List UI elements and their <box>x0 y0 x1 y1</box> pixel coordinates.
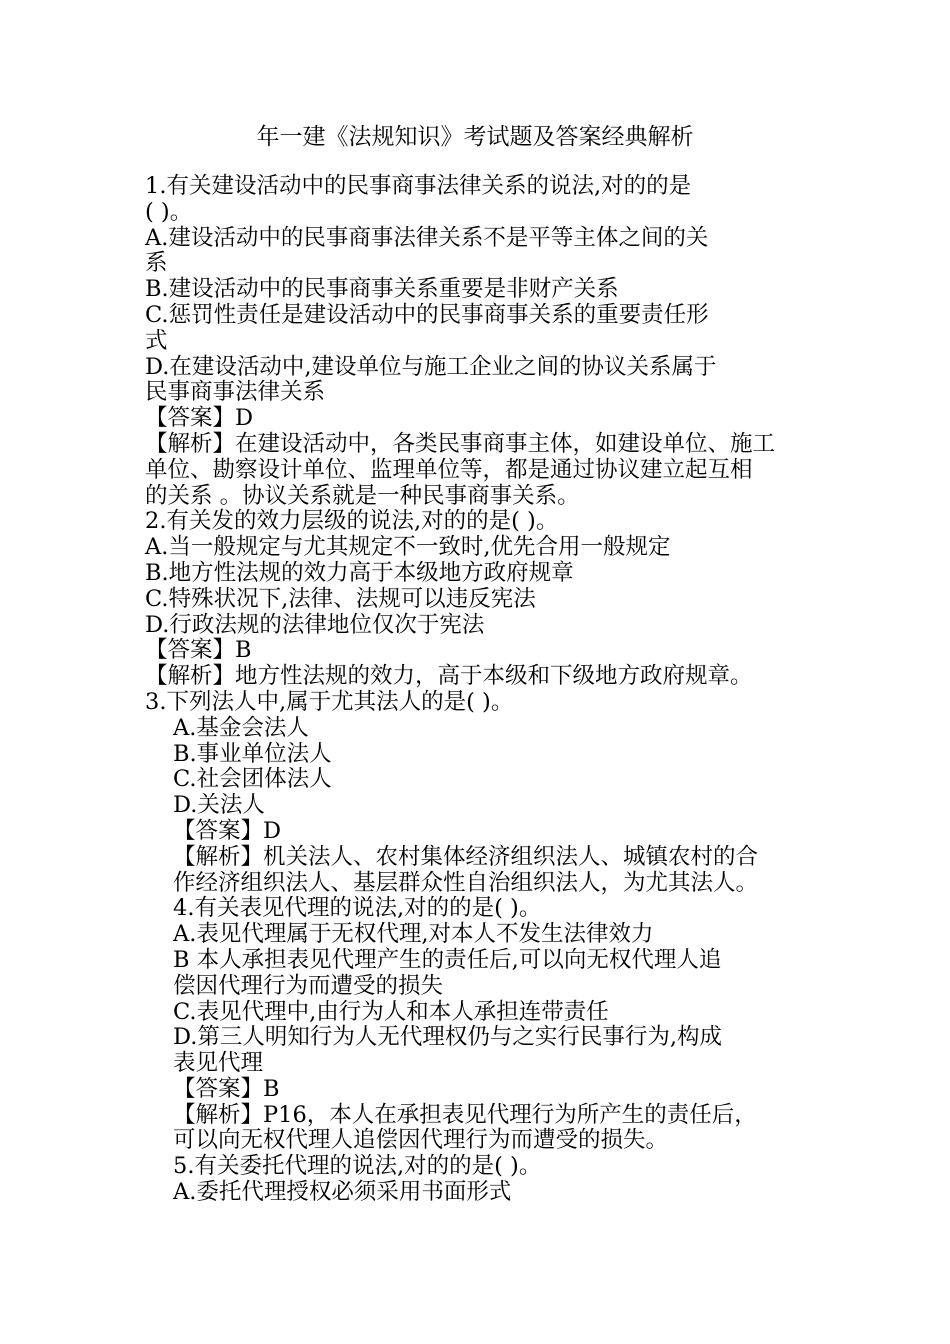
text-line: B.事业单位法人 <box>173 740 332 767</box>
text-line: 表见代理 <box>173 1050 264 1077</box>
text-line: 1.有关建设活动中的民事商事法律关系的说法,对的的是 <box>145 173 692 199</box>
text-line: 【答案】B <box>145 637 252 664</box>
text-line: 可以向无权代理人追偿因代理行为而遭受的损失。 <box>173 1127 669 1154</box>
document-body <box>145 174 815 1206</box>
text-line: 2.有关发的效力层级的说法,对的的是( )。 <box>145 508 559 535</box>
text-line: 3.下列法人中,属于尤其法人的是( )。 <box>145 688 514 715</box>
text-line: B.地方性法规的效力高于本级地方政府规章 <box>145 559 574 586</box>
text-line: 系 <box>145 250 168 277</box>
document-title: 年一建《法规知识》考试题及答案经典解析 <box>256 124 694 150</box>
text-line: B.建设活动中的民事商事关系重要是非财产关系 <box>145 276 619 303</box>
text-line: 【答案】D <box>145 405 254 432</box>
text-line: ( )。 <box>145 198 193 225</box>
text-line: A.当一般规定与尤其规定不一致时,优先合用一般规定 <box>145 534 671 561</box>
text-line: 4.有关表见代理的说法,对的的是( )。 <box>173 895 542 922</box>
text-line: C.表见代理中,由行为人和本人承担连带责任 <box>173 998 609 1025</box>
text-line: D.第三人明知行为人无代理权仍与之实行民事行为,构成 <box>173 1024 723 1051</box>
text-line: 【解析】P16，本人在承担表见代理行为所产生的责任后， <box>173 1101 757 1128</box>
text-line: A.委托代理授权必须采用书面形式 <box>173 1179 512 1206</box>
text-line: 偿因代理行为而遭受的损失 <box>173 972 444 999</box>
text-line: D.行政法规的法律地位仅次于宪法 <box>145 611 485 638</box>
text-line: 式 <box>145 327 168 354</box>
text-line: 【解析】在建设活动中，各类民事商事主体，如建设单位、施工 <box>145 430 776 457</box>
text-line: A.表见代理属于无权代理,对本人不发生法律效力 <box>173 921 654 948</box>
text-line: D.在建设活动中,建设单位与施工企业之间的协议关系属于 <box>145 353 717 380</box>
text-line: B 本人承担表见代理产生的责任后,可以向无权代理人追 <box>173 946 722 973</box>
text-line: 【答案】D <box>173 817 282 844</box>
text-line: D.关法人 <box>173 792 265 819</box>
text-line: A.建设活动中的民事商事法律关系不是平等主体之间的关 <box>145 224 709 251</box>
text-line: 【解析】地方性法规的效力，高于本级和下级地方政府规章。 <box>145 663 753 690</box>
text-line: C.惩罚性责任是建设活动中的民事商事关系的重要责任形 <box>145 301 709 328</box>
text-line: 的关系 。协议关系就是一种民事商事关系。 <box>145 482 580 509</box>
text-line: 民事商事法律关系 <box>145 379 326 406</box>
text-line: C.特殊状况下,法律、法规可以违反宪法 <box>145 585 536 612</box>
text-line: C.社会团体法人 <box>173 766 332 793</box>
text-line: 【解析】机关法人、农村集体经济组织法人、城镇农村的合 <box>173 843 759 870</box>
text-line: 【答案】B <box>173 1075 280 1102</box>
text-line: A.基金会法人 <box>173 714 309 741</box>
text-line: 作经济组织法人、基层群众性自治组织法人，为尤其法人。 <box>173 869 759 896</box>
text-line: 5.有关委托代理的说法,对的的是( )。 <box>173 1153 542 1180</box>
text-line: 单位、勘察设计单位、监理单位等，都是通过协议建立起互相 <box>145 456 753 483</box>
